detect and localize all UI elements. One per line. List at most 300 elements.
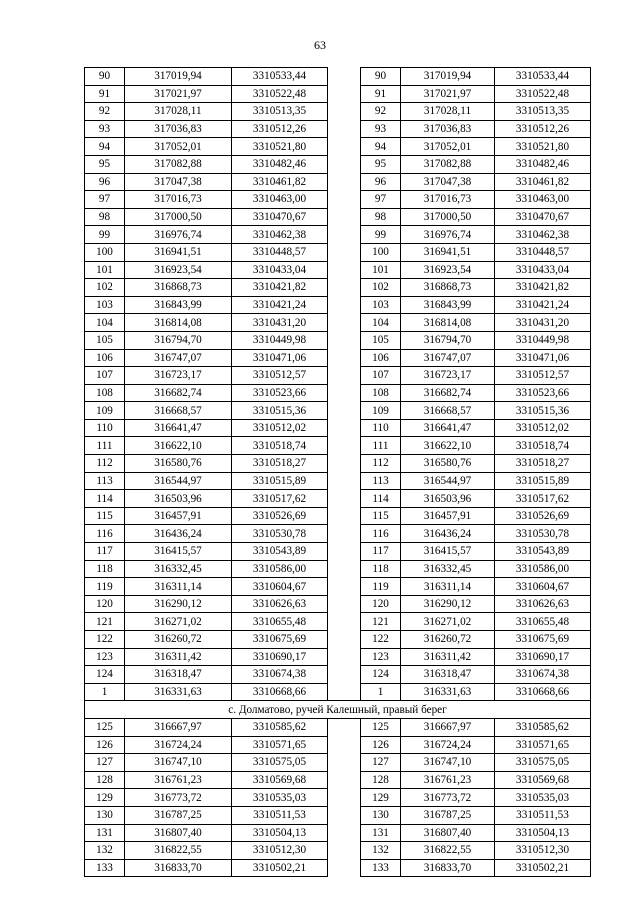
column-gap — [328, 191, 361, 209]
left-x-coordinate: 316580,76 — [125, 455, 232, 473]
column-gap — [328, 419, 361, 437]
column-gap — [328, 754, 361, 772]
table-row — [85, 736, 591, 754]
right-point-number: 99 — [361, 226, 401, 244]
left-x-coordinate: 316923,54 — [125, 261, 232, 279]
right-y-coordinate: 3310512,26 — [495, 120, 591, 138]
left-point-number: 117 — [85, 543, 125, 561]
right-x-coordinate: 316807,40 — [401, 824, 495, 842]
left-y-coordinate: 3310585,62 — [232, 718, 328, 736]
right-y-coordinate: 3310462,38 — [495, 226, 591, 244]
column-gap — [328, 683, 361, 701]
left-point-number: 1 — [85, 683, 125, 701]
left-x-coordinate: 317021,97 — [125, 85, 232, 103]
column-gap — [328, 595, 361, 613]
column-gap — [328, 666, 361, 684]
left-y-coordinate: 3310543,89 — [232, 543, 328, 561]
right-y-coordinate: 3310585,62 — [495, 718, 591, 736]
right-point-number: 109 — [361, 402, 401, 420]
right-y-coordinate: 3310518,27 — [495, 455, 591, 473]
left-y-coordinate: 3310655,48 — [232, 613, 328, 631]
column-gap — [328, 226, 361, 244]
right-y-coordinate: 3310521,80 — [495, 138, 591, 156]
right-y-coordinate: 3310449,98 — [495, 331, 591, 349]
left-point-number: 106 — [85, 349, 125, 367]
left-point-number: 123 — [85, 648, 125, 666]
table-row — [85, 578, 591, 596]
left-x-coordinate: 316976,74 — [125, 226, 232, 244]
column-gap — [328, 490, 361, 508]
right-x-coordinate: 316833,70 — [401, 859, 495, 877]
left-point-number: 119 — [85, 578, 125, 596]
right-y-coordinate: 3310421,24 — [495, 296, 591, 314]
table-row — [85, 560, 591, 578]
table-row — [85, 419, 591, 437]
column-gap — [328, 859, 361, 877]
left-y-coordinate: 3310512,30 — [232, 842, 328, 860]
right-x-coordinate: 316318,47 — [401, 666, 495, 684]
right-point-number: 93 — [361, 120, 401, 138]
right-y-coordinate: 3310533,44 — [495, 68, 591, 86]
right-y-coordinate: 3310513,35 — [495, 103, 591, 121]
right-y-coordinate: 3310515,89 — [495, 472, 591, 490]
table-row — [85, 754, 591, 772]
left-x-coordinate: 316794,70 — [125, 331, 232, 349]
left-point-number: 118 — [85, 560, 125, 578]
left-x-coordinate: 316724,24 — [125, 736, 232, 754]
table-row — [85, 279, 591, 297]
left-point-number: 103 — [85, 296, 125, 314]
left-point-number: 110 — [85, 419, 125, 437]
table-row — [85, 859, 591, 877]
column-gap — [328, 296, 361, 314]
left-x-coordinate: 316833,70 — [125, 859, 232, 877]
right-y-coordinate: 3310586,00 — [495, 560, 591, 578]
right-x-coordinate: 317047,38 — [401, 173, 495, 191]
right-x-coordinate: 316668,57 — [401, 402, 495, 420]
right-y-coordinate: 3310655,48 — [495, 613, 591, 631]
right-y-coordinate: 3310515,36 — [495, 402, 591, 420]
right-x-coordinate: 316311,42 — [401, 648, 495, 666]
right-point-number: 120 — [361, 595, 401, 613]
table-row — [85, 314, 591, 332]
column-gap — [328, 437, 361, 455]
left-y-coordinate: 3310517,62 — [232, 490, 328, 508]
right-y-coordinate: 3310690,17 — [495, 648, 591, 666]
column-gap — [328, 631, 361, 649]
left-x-coordinate: 316260,72 — [125, 631, 232, 649]
right-x-coordinate: 316436,24 — [401, 525, 495, 543]
right-y-coordinate: 3310502,21 — [495, 859, 591, 877]
left-point-number: 91 — [85, 85, 125, 103]
left-x-coordinate: 317036,83 — [125, 120, 232, 138]
right-y-coordinate: 3310522,48 — [495, 85, 591, 103]
right-y-coordinate: 3310512,02 — [495, 419, 591, 437]
left-point-number: 101 — [85, 261, 125, 279]
column-gap — [328, 243, 361, 261]
right-x-coordinate: 316580,76 — [401, 455, 495, 473]
table-row — [85, 613, 591, 631]
column-gap — [328, 103, 361, 121]
column-gap — [328, 138, 361, 156]
left-x-coordinate: 316682,74 — [125, 384, 232, 402]
table-row — [85, 595, 591, 613]
table-row — [85, 789, 591, 807]
right-y-coordinate: 3310470,67 — [495, 208, 591, 226]
right-point-number: 116 — [361, 525, 401, 543]
left-y-coordinate: 3310522,48 — [232, 85, 328, 103]
right-x-coordinate: 316787,25 — [401, 806, 495, 824]
right-point-number: 114 — [361, 490, 401, 508]
left-point-number: 97 — [85, 191, 125, 209]
column-gap — [328, 314, 361, 332]
right-point-number: 112 — [361, 455, 401, 473]
left-y-coordinate: 3310515,36 — [232, 402, 328, 420]
left-x-coordinate: 316457,91 — [125, 507, 232, 525]
left-point-number: 133 — [85, 859, 125, 877]
right-y-coordinate: 3310530,78 — [495, 525, 591, 543]
left-point-number: 112 — [85, 455, 125, 473]
left-point-number: 121 — [85, 613, 125, 631]
right-x-coordinate: 317000,50 — [401, 208, 495, 226]
table-row — [85, 138, 591, 156]
right-point-number: 90 — [361, 68, 401, 86]
left-x-coordinate: 316843,99 — [125, 296, 232, 314]
left-y-coordinate: 3310518,74 — [232, 437, 328, 455]
right-point-number: 105 — [361, 331, 401, 349]
right-point-number: 1 — [361, 683, 401, 701]
right-x-coordinate: 316415,57 — [401, 543, 495, 561]
column-gap — [328, 560, 361, 578]
left-x-coordinate: 317052,01 — [125, 138, 232, 156]
left-point-number: 113 — [85, 472, 125, 490]
right-x-coordinate: 316794,70 — [401, 331, 495, 349]
left-y-coordinate: 3310535,03 — [232, 789, 328, 807]
table-row — [85, 349, 591, 367]
right-x-coordinate: 317052,01 — [401, 138, 495, 156]
right-point-number: 98 — [361, 208, 401, 226]
column-gap — [328, 279, 361, 297]
right-x-coordinate: 316814,08 — [401, 314, 495, 332]
left-point-number: 124 — [85, 666, 125, 684]
table-row — [85, 384, 591, 402]
page-number: 63 — [314, 38, 326, 52]
right-y-coordinate: 3310543,89 — [495, 543, 591, 561]
left-x-coordinate: 316332,45 — [125, 560, 232, 578]
column-gap — [328, 824, 361, 842]
left-y-coordinate: 3310690,17 — [232, 648, 328, 666]
right-x-coordinate: 317036,83 — [401, 120, 495, 138]
right-x-coordinate: 316822,55 — [401, 842, 495, 860]
right-point-number: 121 — [361, 613, 401, 631]
left-x-coordinate: 316723,17 — [125, 367, 232, 385]
right-y-coordinate: 3310571,65 — [495, 736, 591, 754]
right-x-coordinate: 316641,47 — [401, 419, 495, 437]
column-gap — [328, 613, 361, 631]
left-x-coordinate: 316807,40 — [125, 824, 232, 842]
right-y-coordinate: 3310523,66 — [495, 384, 591, 402]
right-x-coordinate: 316923,54 — [401, 261, 495, 279]
left-y-coordinate: 3310471,06 — [232, 349, 328, 367]
table-row — [85, 631, 591, 649]
left-y-coordinate: 3310675,69 — [232, 631, 328, 649]
right-point-number: 119 — [361, 578, 401, 596]
column-gap — [328, 367, 361, 385]
left-x-coordinate: 316787,25 — [125, 806, 232, 824]
left-y-coordinate: 3310449,98 — [232, 331, 328, 349]
right-point-number: 110 — [361, 419, 401, 437]
right-point-number: 104 — [361, 314, 401, 332]
right-x-coordinate: 316724,24 — [401, 736, 495, 754]
column-gap — [328, 718, 361, 736]
left-y-coordinate: 3310626,63 — [232, 595, 328, 613]
left-y-coordinate: 3310604,67 — [232, 578, 328, 596]
left-y-coordinate: 3310521,80 — [232, 138, 328, 156]
section-label: с. Долматово, ручей Калешный, правый берег — [85, 701, 591, 719]
right-point-number: 129 — [361, 789, 401, 807]
column-gap — [328, 507, 361, 525]
table-row — [85, 683, 591, 701]
left-point-number: 102 — [85, 279, 125, 297]
left-point-number: 104 — [85, 314, 125, 332]
left-point-number: 130 — [85, 806, 125, 824]
left-y-coordinate: 3310512,02 — [232, 419, 328, 437]
column-gap — [328, 261, 361, 279]
right-point-number: 108 — [361, 384, 401, 402]
right-x-coordinate: 317082,88 — [401, 155, 495, 173]
left-point-number: 126 — [85, 736, 125, 754]
left-point-number: 115 — [85, 507, 125, 525]
column-gap — [328, 472, 361, 490]
right-y-coordinate: 3310668,66 — [495, 683, 591, 701]
column-gap — [328, 736, 361, 754]
right-point-number: 91 — [361, 85, 401, 103]
right-x-coordinate: 316622,10 — [401, 437, 495, 455]
column-gap — [328, 349, 361, 367]
left-y-coordinate: 3310523,66 — [232, 384, 328, 402]
left-point-number: 95 — [85, 155, 125, 173]
table-row — [85, 367, 591, 385]
right-point-number: 128 — [361, 771, 401, 789]
table-row — [85, 648, 591, 666]
right-x-coordinate: 316843,99 — [401, 296, 495, 314]
right-x-coordinate: 316503,96 — [401, 490, 495, 508]
right-point-number: 131 — [361, 824, 401, 842]
column-gap — [328, 155, 361, 173]
left-y-coordinate: 3310502,21 — [232, 859, 328, 877]
table-row — [85, 208, 591, 226]
left-point-number: 94 — [85, 138, 125, 156]
column-gap — [328, 806, 361, 824]
left-y-coordinate: 3310575,05 — [232, 754, 328, 772]
left-x-coordinate: 316271,02 — [125, 613, 232, 631]
table-row — [85, 120, 591, 138]
right-x-coordinate: 317019,94 — [401, 68, 495, 86]
column-gap — [328, 543, 361, 561]
right-x-coordinate: 316260,72 — [401, 631, 495, 649]
left-point-number: 128 — [85, 771, 125, 789]
left-y-coordinate: 3310668,66 — [232, 683, 328, 701]
right-y-coordinate: 3310604,67 — [495, 578, 591, 596]
table-row — [85, 103, 591, 121]
left-y-coordinate: 3310482,46 — [232, 155, 328, 173]
right-point-number: 107 — [361, 367, 401, 385]
left-x-coordinate: 316868,73 — [125, 279, 232, 297]
left-x-coordinate: 316311,42 — [125, 648, 232, 666]
column-gap — [328, 402, 361, 420]
right-x-coordinate: 316331,63 — [401, 683, 495, 701]
right-point-number: 101 — [361, 261, 401, 279]
right-point-number: 100 — [361, 243, 401, 261]
left-y-coordinate: 3310462,38 — [232, 226, 328, 244]
right-point-number: 102 — [361, 279, 401, 297]
column-gap — [328, 331, 361, 349]
right-x-coordinate: 316941,51 — [401, 243, 495, 261]
table-row — [85, 490, 591, 508]
right-x-coordinate: 317028,11 — [401, 103, 495, 121]
right-point-number: 125 — [361, 718, 401, 736]
column-gap — [328, 789, 361, 807]
right-x-coordinate: 316311,14 — [401, 578, 495, 596]
table-row — [85, 155, 591, 173]
left-x-coordinate: 316668,57 — [125, 402, 232, 420]
left-point-number: 111 — [85, 437, 125, 455]
column-gap — [328, 173, 361, 191]
left-x-coordinate: 316822,55 — [125, 842, 232, 860]
table-row — [85, 437, 591, 455]
column-gap — [328, 842, 361, 860]
right-y-coordinate: 3310433,04 — [495, 261, 591, 279]
left-y-coordinate: 3310518,27 — [232, 455, 328, 473]
right-point-number: 126 — [361, 736, 401, 754]
left-x-coordinate: 316503,96 — [125, 490, 232, 508]
left-y-coordinate: 3310511,53 — [232, 806, 328, 824]
right-y-coordinate: 3310461,82 — [495, 173, 591, 191]
left-y-coordinate: 3310421,82 — [232, 279, 328, 297]
table-row — [85, 806, 591, 824]
right-point-number: 106 — [361, 349, 401, 367]
left-x-coordinate: 316641,47 — [125, 419, 232, 437]
left-y-coordinate: 3310674,38 — [232, 666, 328, 684]
right-y-coordinate: 3310512,30 — [495, 842, 591, 860]
table-row — [85, 68, 591, 86]
table-row — [85, 543, 591, 561]
left-point-number: 125 — [85, 718, 125, 736]
left-y-coordinate: 3310571,65 — [232, 736, 328, 754]
table-row — [85, 296, 591, 314]
right-point-number: 92 — [361, 103, 401, 121]
left-point-number: 105 — [85, 331, 125, 349]
left-y-coordinate: 3310461,82 — [232, 173, 328, 191]
table-row — [85, 666, 591, 684]
right-y-coordinate: 3310448,57 — [495, 243, 591, 261]
right-y-coordinate: 3310518,74 — [495, 437, 591, 455]
right-y-coordinate: 3310674,38 — [495, 666, 591, 684]
right-x-coordinate: 316332,45 — [401, 560, 495, 578]
left-point-number: 127 — [85, 754, 125, 772]
left-point-number: 99 — [85, 226, 125, 244]
table-row — [85, 226, 591, 244]
left-x-coordinate: 316773,72 — [125, 789, 232, 807]
left-y-coordinate: 3310512,57 — [232, 367, 328, 385]
table-row — [85, 243, 591, 261]
table-row — [85, 455, 591, 473]
right-x-coordinate: 316457,91 — [401, 507, 495, 525]
left-y-coordinate: 3310515,89 — [232, 472, 328, 490]
column-gap — [328, 120, 361, 138]
right-y-coordinate: 3310675,69 — [495, 631, 591, 649]
table-row — [85, 472, 591, 490]
left-x-coordinate: 317000,50 — [125, 208, 232, 226]
left-x-coordinate: 316544,97 — [125, 472, 232, 490]
left-point-number: 114 — [85, 490, 125, 508]
left-y-coordinate: 3310421,24 — [232, 296, 328, 314]
column-gap — [328, 208, 361, 226]
table-row — [85, 261, 591, 279]
left-point-number: 116 — [85, 525, 125, 543]
left-x-coordinate: 316311,14 — [125, 578, 232, 596]
left-y-coordinate: 3310533,44 — [232, 68, 328, 86]
left-point-number: 131 — [85, 824, 125, 842]
left-x-coordinate: 316436,24 — [125, 525, 232, 543]
left-point-number: 92 — [85, 103, 125, 121]
left-x-coordinate: 316290,12 — [125, 595, 232, 613]
right-point-number: 130 — [361, 806, 401, 824]
left-y-coordinate: 3310512,26 — [232, 120, 328, 138]
column-gap — [328, 648, 361, 666]
table-row — [85, 331, 591, 349]
left-y-coordinate: 3310504,13 — [232, 824, 328, 842]
left-x-coordinate: 316622,10 — [125, 437, 232, 455]
right-point-number: 94 — [361, 138, 401, 156]
table-row — [85, 173, 591, 191]
column-gap — [328, 384, 361, 402]
left-x-coordinate: 316415,57 — [125, 543, 232, 561]
right-y-coordinate: 3310512,57 — [495, 367, 591, 385]
left-point-number: 98 — [85, 208, 125, 226]
right-point-number: 117 — [361, 543, 401, 561]
table-row — [85, 771, 591, 789]
right-x-coordinate: 316868,73 — [401, 279, 495, 297]
coordinates-block-2 — [85, 718, 591, 876]
table-row — [85, 842, 591, 860]
left-x-coordinate: 316814,08 — [125, 314, 232, 332]
right-x-coordinate: 316723,17 — [401, 367, 495, 385]
table-row — [85, 824, 591, 842]
table-row — [85, 85, 591, 103]
right-y-coordinate: 3310421,82 — [495, 279, 591, 297]
right-y-coordinate: 3310575,05 — [495, 754, 591, 772]
left-point-number: 107 — [85, 367, 125, 385]
right-point-number: 133 — [361, 859, 401, 877]
left-x-coordinate: 316761,23 — [125, 771, 232, 789]
right-x-coordinate: 317021,97 — [401, 85, 495, 103]
left-x-coordinate: 316318,47 — [125, 666, 232, 684]
right-x-coordinate: 316544,97 — [401, 472, 495, 490]
right-point-number: 118 — [361, 560, 401, 578]
right-x-coordinate: 316747,10 — [401, 754, 495, 772]
right-x-coordinate: 316682,74 — [401, 384, 495, 402]
table-row — [85, 718, 591, 736]
left-point-number: 120 — [85, 595, 125, 613]
coordinates-block-1 — [85, 68, 591, 701]
left-x-coordinate: 316941,51 — [125, 243, 232, 261]
right-y-coordinate: 3310463,00 — [495, 191, 591, 209]
column-gap — [328, 68, 361, 86]
left-x-coordinate: 317019,94 — [125, 68, 232, 86]
right-y-coordinate: 3310535,03 — [495, 789, 591, 807]
right-point-number: 95 — [361, 155, 401, 173]
